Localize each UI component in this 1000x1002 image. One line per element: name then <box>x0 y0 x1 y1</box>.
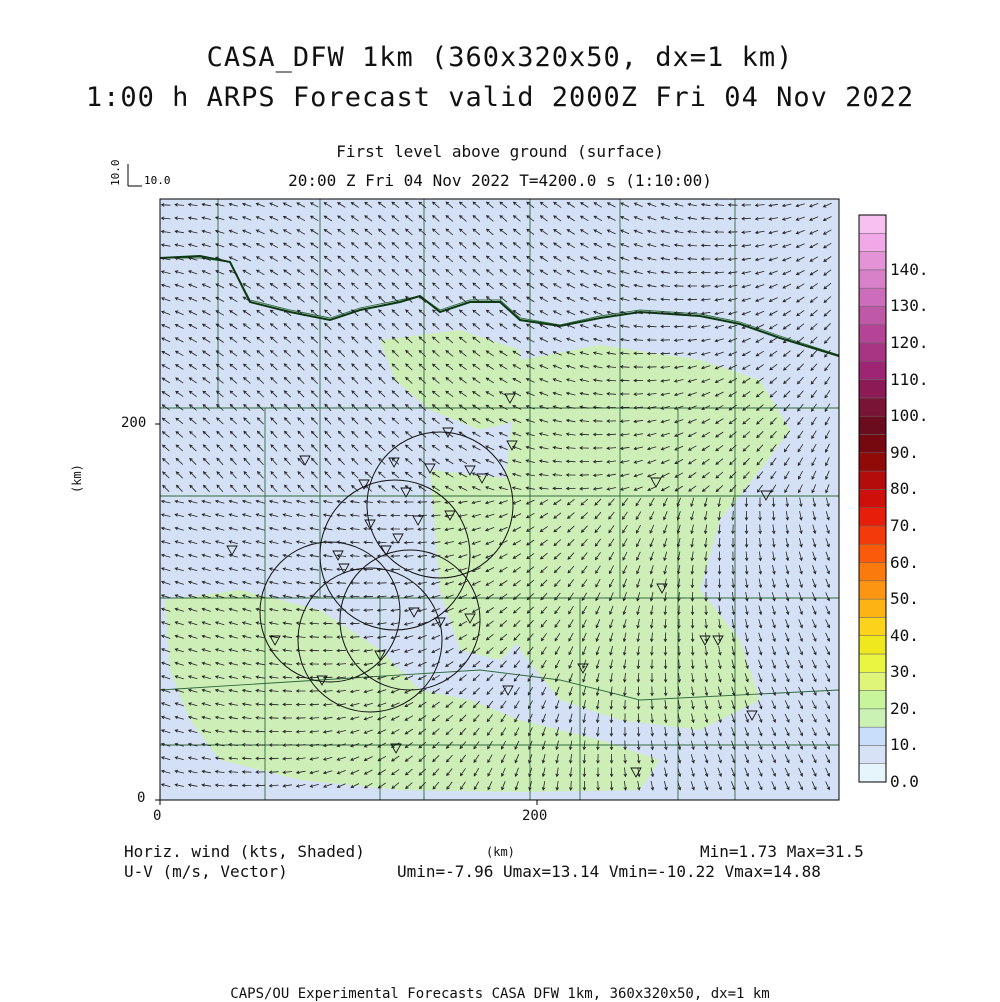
colorbar-cell <box>859 325 886 343</box>
colorbar-label: 10. <box>890 735 919 755</box>
colorbar-label: 140. <box>890 259 929 279</box>
credit-line: CAPS/OU Experimental Forecasts CASA DFW 1km, 360x320x50, dx=1 km <box>230 986 770 1002</box>
colorbar-cell <box>859 343 886 361</box>
plot-subtitle: 1:00 h ARPS Forecast valid 2000Z Fri 04 Nov 2022 <box>85 82 915 113</box>
colorbar-cell <box>859 654 886 672</box>
colorbar-cell <box>859 691 886 709</box>
x-axis-label: (km) <box>486 845 515 859</box>
reference-vector-u-label: 10.0 <box>144 174 171 187</box>
colorbar-cell <box>859 672 886 690</box>
colorbar-label: 70. <box>890 515 919 535</box>
colorbar-cell <box>859 563 886 581</box>
colorbar-cell <box>859 471 886 489</box>
colorbar-label: 20. <box>890 698 919 718</box>
colorbar-cell <box>859 233 886 251</box>
colorbar <box>859 215 886 782</box>
colorbar-cell <box>859 380 886 398</box>
y-axis-label: (km) <box>70 464 84 493</box>
y-tick-0: 0 <box>137 790 146 806</box>
colorbar-label: 40. <box>890 625 919 645</box>
colorbar-cell <box>859 745 886 763</box>
colorbar-cell <box>859 434 886 452</box>
uv-stats-label: Umin=-7.96 Umax=13.14 Vmin=-10.22 Vmax=14.88 <box>397 862 821 881</box>
colorbar-cell <box>859 215 886 233</box>
colorbar-cell <box>859 453 886 471</box>
shaded-variable-label: Horiz. wind (kts, Shaded) <box>124 842 365 861</box>
valid-time-label: 20:00 Z Fri 04 Nov 2022 T=4200.0 s (1:10:00) <box>288 171 712 190</box>
vector-variable-label: U-V (m/s, Vector) <box>124 862 288 881</box>
level-label: First level above ground (surface) <box>336 142 664 161</box>
colorbar-label: 110. <box>890 369 929 389</box>
colorbar-cell <box>859 636 886 654</box>
x-tick-200: 200 <box>522 808 548 824</box>
colorbar-label: 100. <box>890 406 929 426</box>
plot-panel <box>160 199 839 800</box>
colorbar-cell <box>859 489 886 507</box>
colorbar-cell <box>859 416 886 434</box>
colorbar-cell <box>859 709 886 727</box>
plot-title: CASA_DFW 1km (360x320x50, dx=1 km) <box>206 42 794 73</box>
colorbar-cell <box>859 581 886 599</box>
colorbar-label: 50. <box>890 589 919 609</box>
colorbar-label: 90. <box>890 442 919 462</box>
colorbar-cell <box>859 727 886 745</box>
colorbar-label: 30. <box>890 662 919 682</box>
reference-vector-v-label: 10.0 <box>109 159 122 186</box>
reference-vector <box>109 160 171 188</box>
colorbar-cell <box>859 764 886 782</box>
colorbar-label: 80. <box>890 479 919 499</box>
x-tick-0: 0 <box>153 808 162 824</box>
colorbar-cell <box>859 544 886 562</box>
colorbar-label: 60. <box>890 552 919 572</box>
colorbar-cell <box>859 526 886 544</box>
colorbar-cell <box>859 288 886 306</box>
colorbar-label: 130. <box>890 296 929 316</box>
colorbar-cell <box>859 398 886 416</box>
min-max-label: Min=1.73 Max=31.5 <box>700 842 864 861</box>
colorbar-label: 0.0 <box>890 772 919 791</box>
colorbar-cell <box>859 306 886 324</box>
colorbar-cell <box>859 617 886 635</box>
colorbar-cell <box>859 270 886 288</box>
colorbar-cell <box>859 599 886 617</box>
colorbar-label: 120. <box>890 333 929 353</box>
colorbar-cell <box>859 252 886 270</box>
y-tick-200: 200 <box>121 415 147 431</box>
colorbar-cell <box>859 361 886 379</box>
colorbar-cell <box>859 508 886 526</box>
